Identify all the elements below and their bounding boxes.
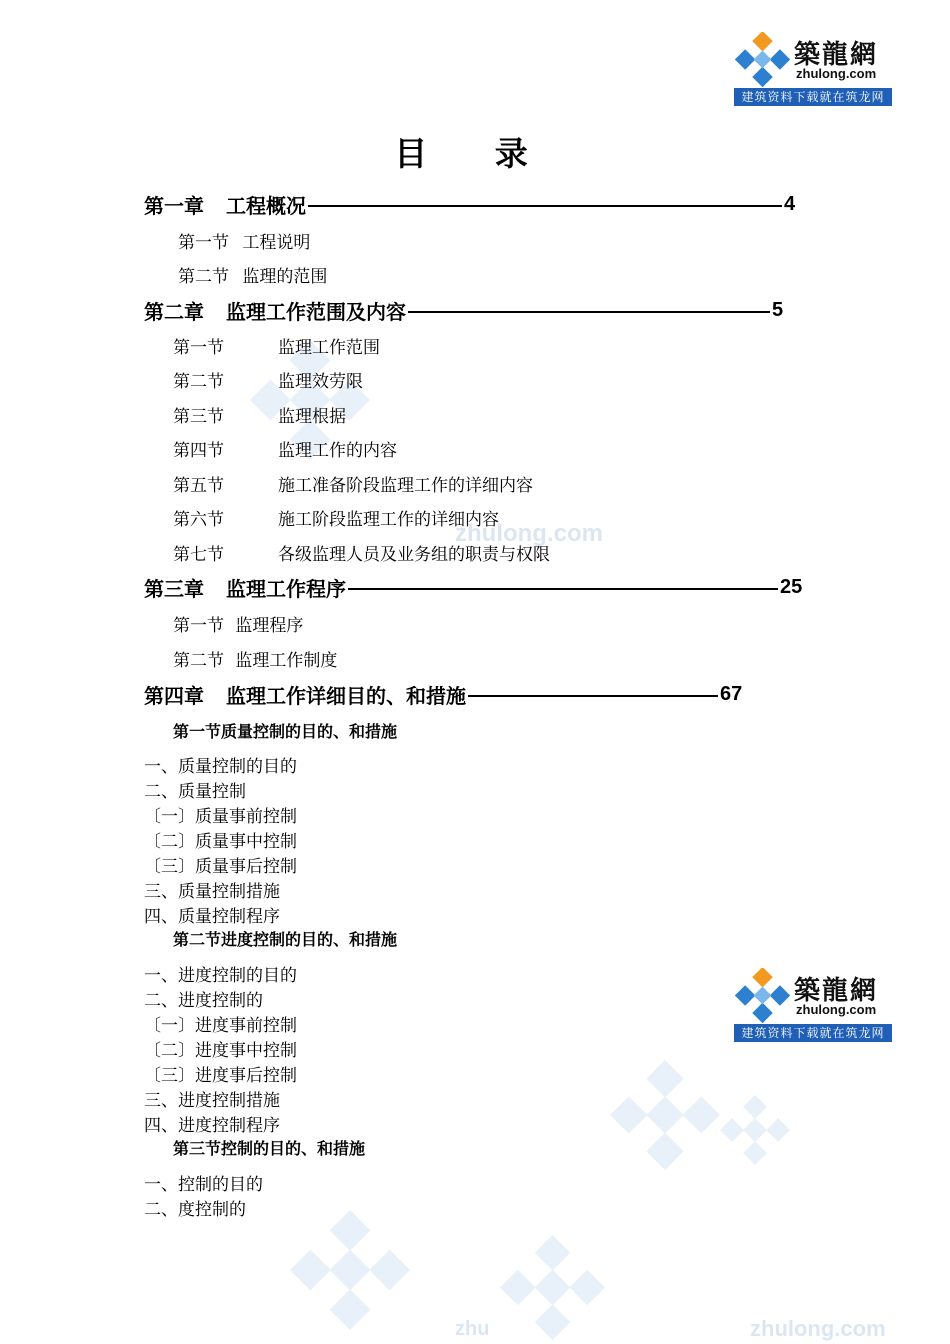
section-title: 进度控制的目的、和措施 [221, 930, 398, 949]
watermark-emblem [610, 1060, 720, 1170]
section-title: 监理工作的内容 [278, 441, 397, 461]
toc-section [173, 402, 346, 427]
section-title: 监理工作范围 [278, 338, 380, 358]
logo-name: 築龍網 [794, 40, 879, 70]
toc-item: 三、进度控制措施 [144, 1091, 280, 1111]
section-number: 第二节 [173, 372, 224, 392]
watermark-text: zhulong.com [455, 520, 603, 547]
section-title: 工程说明 [242, 233, 311, 253]
toc-item: 二、度控制的 [144, 1200, 246, 1220]
toc-chapter [144, 573, 802, 602]
zhulong-logo [734, 32, 892, 108]
section-number: 第三节 [173, 1139, 222, 1158]
toc-item: 四、进度控制程序 [144, 1116, 280, 1136]
watermark-emblem [720, 1095, 790, 1165]
toc-section [173, 471, 533, 496]
toc-section [173, 333, 380, 358]
toc-section [173, 505, 499, 530]
section-title: 控制的目的、和措施 [221, 1139, 366, 1158]
watermark-text: zhulong.com [750, 1316, 886, 1341]
toc-section [173, 436, 397, 461]
section-number: 第二节 [178, 267, 229, 287]
section-number: 第一节 [178, 233, 229, 253]
toc-item: 三、质量控制措施 [144, 882, 280, 902]
toc-title: 目 录 [394, 134, 556, 173]
chapter-label: 第四章 [144, 684, 204, 708]
toc-item: 〔三〕进度事后控制 [144, 1066, 297, 1086]
toc-section [173, 540, 550, 565]
section-number: 第三节 [173, 407, 224, 427]
section-number: 第一节 [173, 338, 224, 358]
toc-item: 四、质量控制程序 [144, 907, 280, 927]
toc-item: 〔一〕进度事前控制 [144, 1016, 297, 1036]
toc-section [178, 262, 327, 287]
section-title: 监理根据 [278, 407, 346, 427]
zhulong-emblem-icon [734, 32, 792, 90]
dot-leader [308, 205, 782, 207]
toc-chapter [144, 680, 742, 709]
section-number: 第二节 [173, 930, 222, 949]
section-number: 第二节 [173, 651, 224, 671]
toc-item: 一、质量控制的目的 [144, 757, 297, 777]
toc-section [173, 611, 303, 636]
dot-leader [348, 588, 778, 590]
toc-item: 二、进度控制的 [144, 991, 263, 1011]
zhulong-logo [734, 968, 892, 1044]
toc-section [173, 719, 397, 742]
section-title: 各级监理人员及业务组的职责与权限 [278, 545, 550, 565]
dot-leader [468, 695, 718, 697]
section-number: 第一节 [173, 616, 224, 636]
section-title: 监理程序 [235, 616, 304, 636]
section-title: 施工准备阶段监理工作的详细内容 [278, 476, 533, 496]
section-title: 监理的范围 [242, 267, 328, 287]
logo-domain: zhulong.com [796, 66, 877, 81]
toc-section [173, 646, 337, 671]
toc-chapter [144, 190, 795, 219]
section-title: 质量控制的目的、和措施 [221, 722, 398, 741]
section-title: 施工阶段监理工作的详细内容 [278, 510, 499, 530]
section-number: 第六节 [173, 510, 224, 530]
toc-item: 一、控制的目的 [144, 1175, 263, 1195]
logo-domain: zhulong.com [796, 1002, 877, 1017]
toc-item: 〔三〕质量事后控制 [144, 857, 297, 877]
chapter-page: 67 [720, 683, 743, 705]
toc-chapter [144, 296, 783, 325]
dot-leader [408, 311, 770, 313]
chapter-title: 监理工作程序 [226, 577, 346, 601]
chapter-label: 第二章 [144, 300, 204, 324]
logo-name: 築龍網 [794, 976, 879, 1006]
section-title: 监理工作制度 [235, 651, 338, 671]
toc-item: 〔二〕质量事中控制 [144, 832, 297, 852]
toc-section [173, 367, 363, 392]
toc-section [173, 1136, 365, 1159]
watermark-emblem [290, 1210, 410, 1330]
watermark-emblem [500, 1235, 605, 1340]
watermark-text: zhu [455, 1318, 490, 1340]
toc-section [178, 228, 310, 253]
section-number: 第一节 [173, 722, 222, 741]
chapter-page: 4 [784, 193, 796, 215]
section-number: 第七节 [173, 545, 224, 565]
chapter-page: 5 [772, 299, 784, 321]
logo-slogan: 建筑资料下载就在筑龙网 [734, 1024, 892, 1042]
chapter-label: 第一章 [144, 194, 204, 218]
section-title: 监理效劳限 [278, 372, 363, 392]
zhulong-emblem-icon [734, 968, 792, 1026]
section-number: 第五节 [173, 476, 224, 496]
toc-section [173, 927, 397, 950]
logo-slogan: 建筑资料下载就在筑龙网 [734, 88, 892, 106]
section-number: 第四节 [173, 441, 224, 461]
chapter-page: 25 [780, 576, 803, 598]
toc-item: 〔二〕进度事中控制 [144, 1041, 297, 1061]
toc-item: 一、进度控制的目的 [144, 966, 297, 986]
toc-item: 二、质量控制 [144, 782, 246, 802]
chapter-label: 第三章 [144, 577, 204, 601]
chapter-title: 监理工作范围及内容 [226, 300, 406, 324]
toc-item: 〔一〕质量事前控制 [144, 807, 297, 827]
chapter-title: 工程概况 [226, 194, 306, 218]
chapter-title: 监理工作详细目的、和措施 [226, 684, 466, 708]
